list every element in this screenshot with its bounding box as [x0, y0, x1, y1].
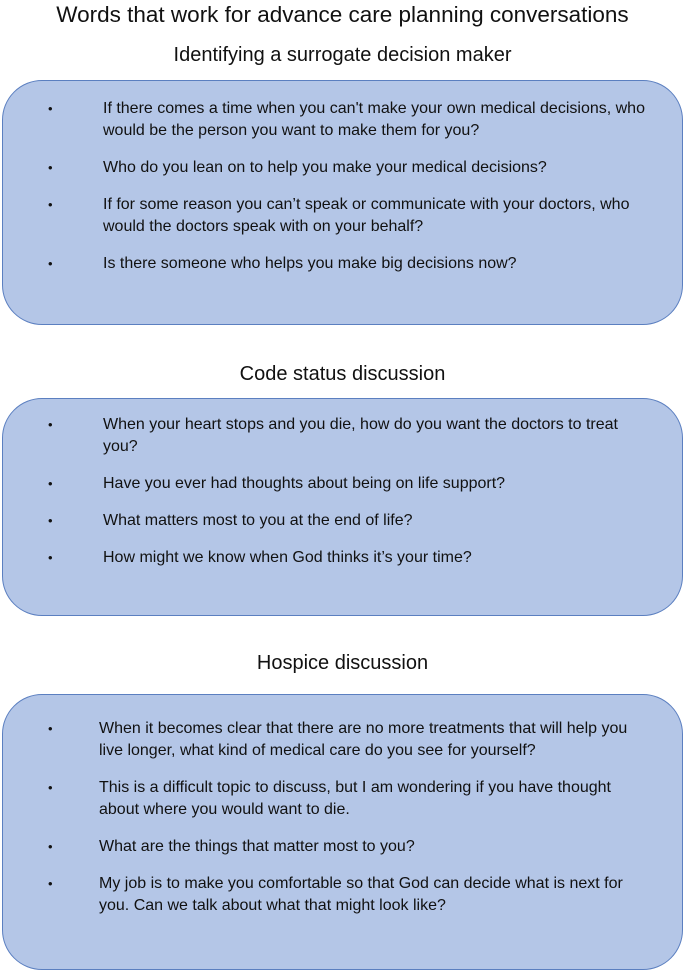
question-text: My job is to make you comfortable so that God can decide what is next for you. Can we talk about what that might look like?: [99, 875, 623, 914]
question-text: Who do you lean on to help you make your medical decisions?: [103, 159, 547, 176]
list-item: [3, 836, 682, 858]
list-item: [3, 98, 682, 142]
bullet-dot: •: [48, 101, 53, 116]
section-box-surrogate: [2, 80, 683, 325]
bullet-list-surrogate: [3, 98, 682, 275]
bullet-dot: •: [48, 197, 53, 212]
bullet-dot: •: [48, 160, 53, 175]
question-text: When it becomes clear that there are no more treatments that will help you live longer, what kind of medical care do you see for yourself?: [99, 720, 628, 759]
section-heading-hospice: Hospice discussion: [256, 652, 429, 674]
list-item: [3, 253, 682, 275]
section-heading-surrogate: Identifying a surrogate decision maker: [173, 44, 512, 66]
question-text: If there comes a time when you can't make your own medical decisions, who would be the person you want to make them for you?: [103, 100, 645, 139]
question-text: What are the things that matter most to you?: [99, 838, 415, 855]
question-text: When your heart stops and you die, how do you want the doctors to treat you?: [103, 416, 618, 455]
list-item: [3, 414, 682, 458]
list-item: [3, 873, 682, 917]
question-text: If for some reason you can’t speak or communicate with your doctors, who would the doctors speak with on your behalf?: [103, 196, 630, 235]
bullet-dot: •: [48, 256, 53, 271]
bullet-list-code-status: [3, 414, 682, 569]
question-text: What matters most to you at the end of life?: [103, 512, 413, 529]
bullet-dot: •: [48, 417, 53, 432]
bullet-dot: •: [48, 513, 53, 528]
bullet-dot: •: [48, 839, 53, 854]
question-text: Is there someone who helps you make big decisions now?: [103, 255, 517, 272]
list-item: [3, 547, 682, 569]
bullet-dot: •: [48, 550, 53, 565]
list-item: [3, 473, 682, 495]
question-text: This is a difficult topic to discuss, but I am wondering if you have thought about where you would want to die.: [99, 779, 611, 818]
list-item: [3, 718, 682, 762]
list-item: [3, 157, 682, 179]
section-box-hospice: [2, 694, 683, 970]
page-title: Words that work for advance care planning conversations: [56, 2, 629, 27]
bullet-dot: •: [48, 476, 53, 491]
list-item: [3, 777, 682, 821]
question-text: How might we know when God thinks it’s your time?: [103, 549, 472, 566]
list-item: [3, 510, 682, 532]
bullet-dot: •: [48, 876, 53, 891]
bullet-dot: •: [48, 780, 53, 795]
section-box-code-status: [2, 398, 683, 616]
bullet-dot: •: [48, 721, 53, 736]
section-heading-code-status: Code status discussion: [239, 363, 446, 385]
question-text: Have you ever had thoughts about being on life support?: [103, 475, 506, 492]
bullet-list-hospice: [3, 718, 682, 917]
list-item: [3, 194, 682, 238]
